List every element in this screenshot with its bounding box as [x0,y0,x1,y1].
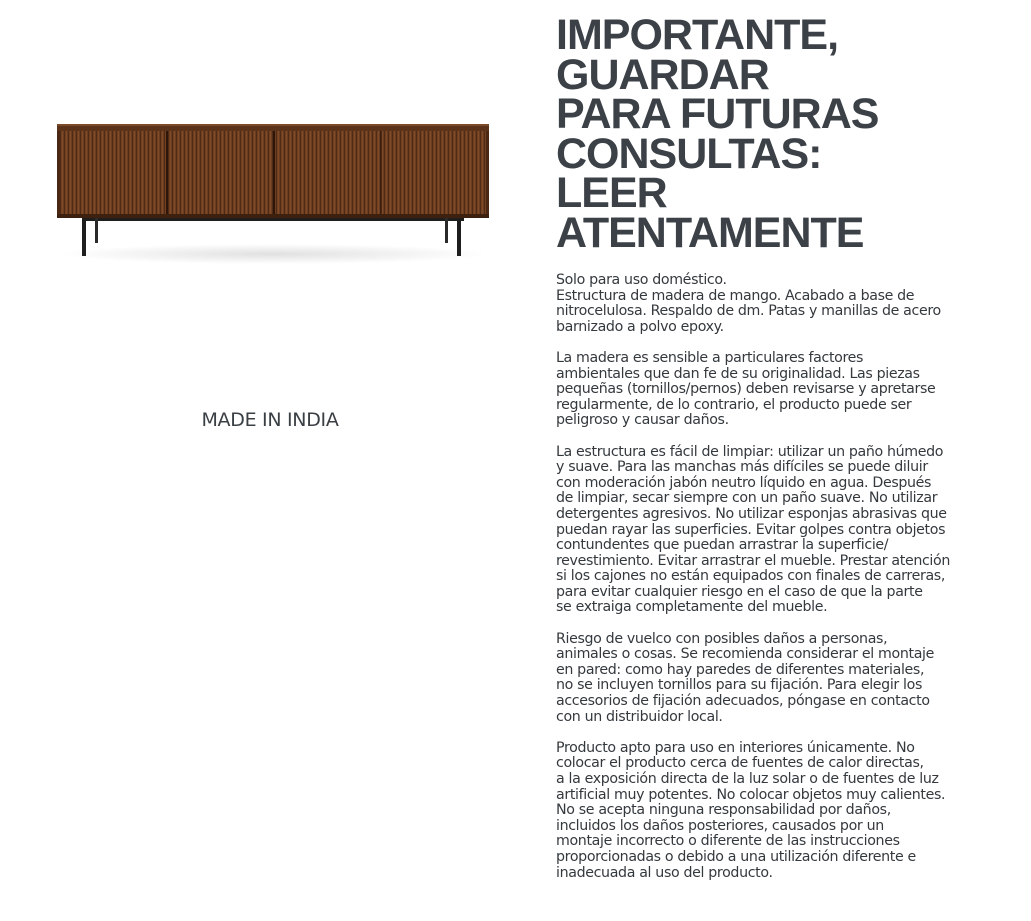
door-divider [380,131,382,214]
leg-frame [82,218,464,221]
cabinet-bottom [57,214,489,218]
instructions-column [556,11,1001,881]
important-heading: IMPORTANTE, GUARDAR PARA FUTURAS CONSULTAS: LEER ATENTAMENTE [556,11,879,257]
tv-cabinet-image [52,118,494,266]
cabinet-leg [82,218,86,256]
paragraph-usage: Solo para uso doméstico. Estructura de madera de mango. Acabado a base de nitrocelulosa. Respaldo de dm. Patas y manillas de acero barnizado a polvo epoxy. [556,272,941,335]
floor-shadow [58,244,488,264]
made-in-label: MADE IN INDIA [201,409,339,431]
cabinet-leg [95,218,98,243]
cabinet-leg [457,218,461,256]
cabinet-leg [445,218,448,243]
paragraph-indoor-use: Producto apto para uso en interiores únicamente. No colocar el producto cerca de fuentes de calor directas, a la exposición directa de la luz solar o de fuentes de luz artificial muy potentes. No colocar objetos muy calientes. No se acepta ninguna responsabilidad por daños, incluidos los daños posteriores, causados por un montaje incorrecto o diferente de las instrucciones proporcionadas o debido a una utilización diferente e inadecuada al uso del producto. [556,739,946,881]
door-divider [166,131,168,214]
paragraph-tipping-risk: Riesgo de vuelco con posibles daños a personas, animales o cosas. Se recomienda considerar el montaje en pared: como hay paredes de diferentes materiales, no se incluyen tornillos para su fijación. Para elegir los accesorios de fijación adecuados, póngase en contacto con un distribuidor local. [556,630,935,725]
paragraph-wood: La madera es sensible a particulares factores ambientales que dan fe de su originalidad. Las piezas pequeñas (tornillos/pernos) deben revisarse y apretarse regularmente, de lo contrario, el producto puede ser peligroso y causar daños. [556,349,936,429]
door-divider [273,131,275,214]
instructions-body [556,273,1001,881]
paragraph-cleaning: La estructura es fácil de limpiar: utilizar un paño húmedo y suave. Para las manchas más difíciles se puede diluir con moderación jabón neutro líquido en agua. Después de limpiar, secar siempre con un paño suave. No utilizar detergentes agresivos. No utilizar esponjas abrasivas que puedan rayar las superficies. Evitar golpes contra objetos contundentes que puedan arrastrar la superficie/ revestimiento. Evitar arrastrar el mueble. Prestar atención si los cajones no están equipados con finales de carreras, para evitar cualquier riesgo en el caso de que la parte se extraiga completamente del mueble. [556,443,951,616]
